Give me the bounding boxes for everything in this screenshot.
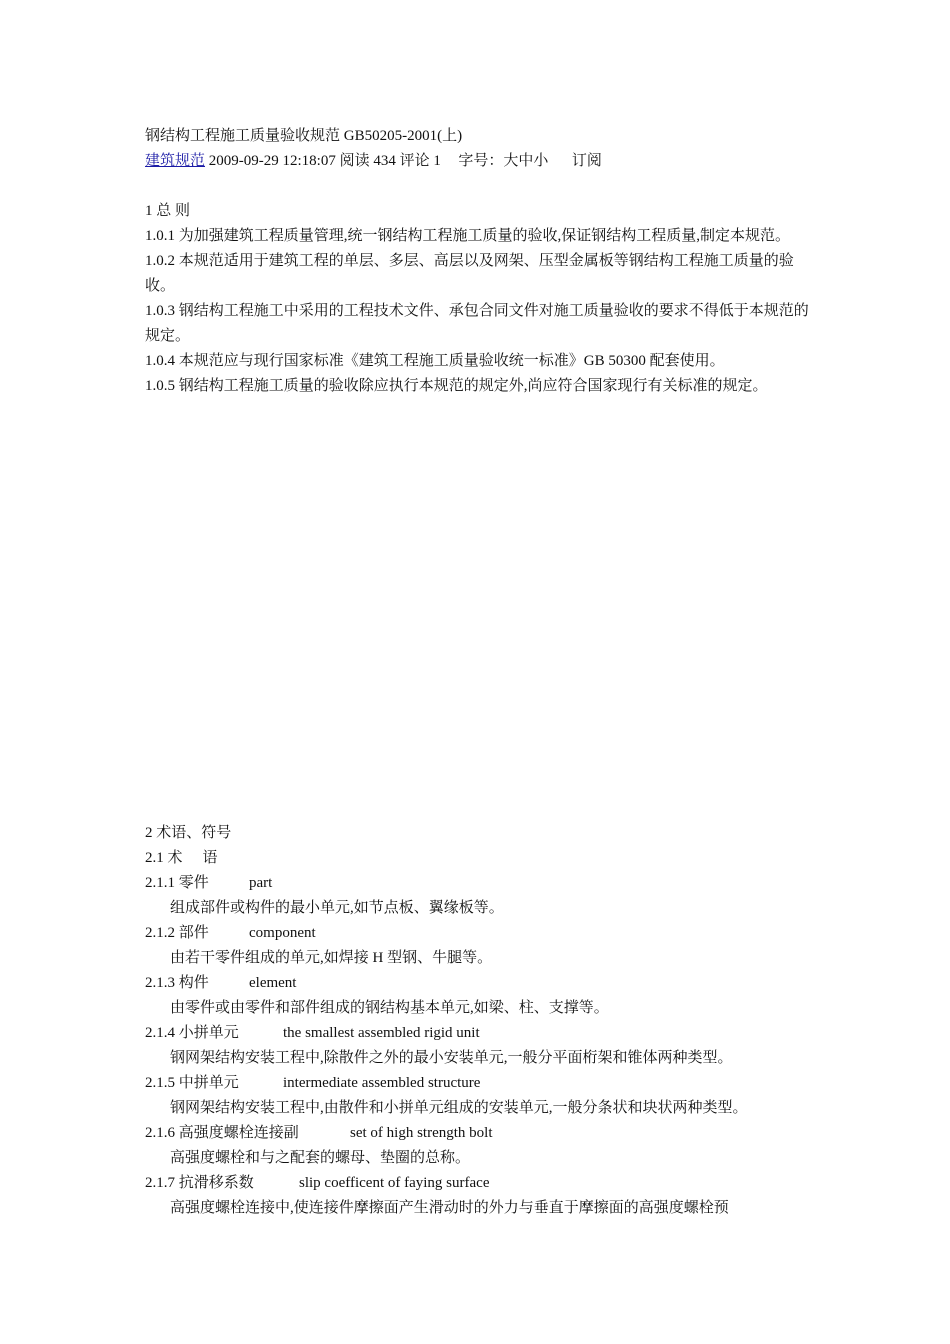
term-definition: 钢网架结构安装工程中,由散件和小拼单元组成的安装单元,一般分条状和块状两种类型。 [170, 1100, 748, 1116]
article-meta [145, 149, 810, 174]
document-body [145, 124, 810, 399]
section-heading: 2 术语、符号 [145, 825, 232, 841]
sub-heading: 2.1 术 语 [145, 850, 218, 866]
font-small-link[interactable]: 小 [533, 153, 549, 169]
term-row: 2.1.4 小拼单元 the smallest assembled rigid unit [145, 1025, 480, 1041]
meta-info: 2009-09-29 12:18:07 阅读 434 评论 1 [208, 153, 441, 169]
font-medium-link[interactable]: 中 [518, 153, 534, 169]
font-size-label: 字号： [458, 153, 504, 169]
category-link[interactable]: 建筑规范 [145, 153, 206, 169]
article-title: 钢结构工程施工质量验收规范 GB50205-2001(上) [145, 128, 463, 144]
clause: 1.0.4 本规范应与现行国家标准《建筑工程施工质量验收统一标准》GB 50300 配套使用。 [145, 353, 725, 369]
terms-section [145, 821, 825, 1221]
font-large-link[interactable]: 大 [503, 153, 519, 169]
term-row: 2.1.6 高强度螺栓连接副 set of high strength bolt [145, 1125, 493, 1141]
term-definition: 由若干零件组成的单元,如焊接 H 型钢、牛腿等。 [170, 950, 493, 966]
clause: 1.0.5 钢结构工程施工质量的验收除应执行本规范的规定外,尚应符合国家现行有关标准的规定。 [145, 378, 768, 394]
subscribe-link[interactable]: 订阅 [571, 153, 602, 169]
term-row: 2.1.7 抗滑移系数 slip coefficent of faying surface [145, 1175, 490, 1191]
term-definition: 高强度螺栓连接中,使连接件摩擦面产生滑动时的外力与垂直于摩擦面的高强度螺栓预 [170, 1200, 729, 1216]
clause: 1.0.1 为加强建筑工程质量管理,统一钢结构工程施工质量的验收,保证钢结构工程质量,制定本规范。 [145, 228, 791, 244]
clause: 1.0.2 本规范适用于建筑工程的单层、多层、高层以及网架、压型金属板等钢结构工程施工质量的验收。 [145, 253, 794, 294]
term-definition: 组成部件或构件的最小单元,如节点板、翼缘板等。 [170, 900, 504, 916]
term-definition: 高强度螺栓和与之配套的螺母、垫圈的总称。 [170, 1150, 471, 1166]
clause: 1.0.3 钢结构工程施工中采用的工程技术文件、承包合同文件对施工质量验收的要求不得低于本规范的规定。 [145, 303, 809, 344]
term-row: 2.1.3 构件 element [145, 975, 297, 991]
term-row: 2.1.5 中拼单元 intermediate assembled structure [145, 1075, 481, 1091]
term-row: 2.1.1 零件 part [145, 875, 273, 891]
section-heading: 1 总 则 [145, 203, 191, 219]
term-row: 2.1.2 部件 component [145, 925, 316, 941]
term-definition: 由零件或由零件和部件组成的钢结构基本单元,如梁、柱、支撑等。 [170, 1000, 609, 1016]
term-definition: 钢网架结构安装工程中,除散件之外的最小安装单元,一般分平面桁架和锥体两种类型。 [170, 1050, 733, 1066]
